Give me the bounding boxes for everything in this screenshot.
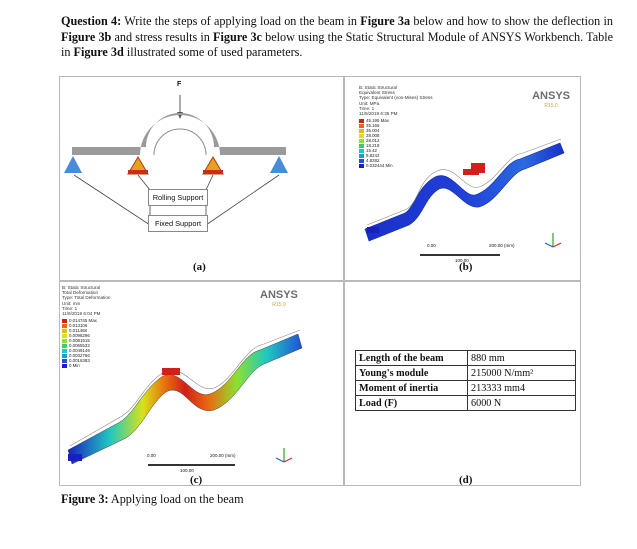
force-label: F <box>177 81 182 88</box>
scale-mid-c: 100.00 <box>180 468 194 473</box>
scale-mid-b: 100.00 <box>455 258 469 263</box>
min-flag-c <box>68 454 82 461</box>
figure-caption <box>61 492 244 507</box>
table-row <box>356 366 576 381</box>
legend-value: 0.011468 <box>69 328 87 334</box>
question-label: Question 4: <box>61 14 122 28</box>
caption-a: (a) <box>193 261 206 273</box>
ref-figure-3c: Figure 3c <box>213 29 262 44</box>
support-red-base-1 <box>128 170 148 174</box>
panel-b <box>344 76 581 281</box>
legend-value: 0.013106 <box>69 323 88 329</box>
ansys-logo-text: ANSYS <box>532 90 570 102</box>
legend-b-title: B: Static Structural Equivalent Stress Type: Equivalent (von-Mises) Stress Unit: MPa Time: 1 11/9/2019 6:35 PM <box>359 85 433 117</box>
param-name: Load (F) <box>356 396 468 411</box>
caption-b: (b) <box>459 261 473 273</box>
beam <box>72 113 286 155</box>
parameters-table <box>355 350 576 411</box>
legend-value: 4.8282 <box>366 158 380 164</box>
figure-caption-text: Applying load on the beam <box>108 492 244 506</box>
param-value: 880 mm <box>468 351 576 366</box>
legend-value: 0.014745 Max <box>69 318 97 324</box>
param-value: 213333 mm4 <box>468 381 576 396</box>
beam-shape-c <box>68 334 302 464</box>
leader-line <box>206 175 213 190</box>
param-value: 215000 N/mm² <box>468 366 576 381</box>
fixed-end-b <box>367 227 379 233</box>
legend-value: 0.0049149 <box>69 348 90 354</box>
question-part-4: below using the Static Structural Module of ANSYS Workbench. Table in <box>61 29 613 59</box>
legend-value: 28.008 <box>366 133 380 139</box>
param-value: 6000 N <box>468 396 576 411</box>
legend-value: 0.0098296 <box>69 333 90 339</box>
leader-line <box>206 175 279 225</box>
legend-value: 0.0016383 <box>69 358 90 364</box>
ansys-version: R15.0 <box>544 103 558 109</box>
deformation-model <box>60 282 343 482</box>
ansys-logo-text: ANSYS <box>260 289 298 301</box>
param-name: Moment of inertia <box>356 381 468 396</box>
caption-d: (d) <box>459 474 473 486</box>
panel-a <box>59 76 344 281</box>
table-row <box>356 381 576 396</box>
max-flag-c <box>162 368 180 375</box>
fixed-support-label: Fixed Support <box>148 215 208 232</box>
figure-caption-label: Figure 3: <box>61 492 109 506</box>
legend-value: 45.195 Max <box>366 118 389 124</box>
leader-line <box>138 175 150 190</box>
legend-value: 0.0065532 <box>69 343 90 349</box>
ref-figure-3b: Figure 3b <box>61 29 112 44</box>
axis-triad-b <box>543 229 563 249</box>
question-part-5: illustrated some of used parameters. <box>123 45 303 59</box>
scale-left-b: 0.00 <box>427 243 436 248</box>
legend-value: 28.012 <box>366 138 380 144</box>
ansys-version: R15.0 <box>272 302 286 308</box>
legend-value: 0.032444 Min <box>366 163 393 169</box>
legend-value: 9.8242 <box>366 153 380 159</box>
undeformed-outline-b <box>367 139 561 225</box>
question-part-3: and stress results in <box>111 29 214 44</box>
param-name: Length of the beam <box>356 351 468 366</box>
ref-figure-3a: Figure 3a <box>360 14 411 28</box>
legend-value: 0 Min <box>69 363 80 369</box>
support-left-blue <box>64 156 82 173</box>
arch-inner <box>154 129 206 155</box>
question-part-1: Write the steps of applying load on the beam in <box>121 14 361 28</box>
legend-value: 18.218 <box>366 143 380 149</box>
axis-triad-c <box>274 444 294 464</box>
legend-c-title: B: Static Structural Total Deformation Type: Total Deformation Unit: mm Time: 1 11/9/2019 6:04 PM <box>62 285 111 317</box>
param-name: Young's module <box>356 366 468 381</box>
legend-value: 15.42 <box>366 148 377 154</box>
legend-value: 35.166 <box>366 123 380 129</box>
leader-line <box>74 175 150 225</box>
beam-shape-b <box>365 143 564 241</box>
question-text <box>61 14 613 61</box>
rolling-support-label: Rolling Support <box>148 189 208 206</box>
scale-right-b: 200.00 (mm) <box>489 243 515 248</box>
table-row <box>356 396 576 411</box>
scale-left-c: 0.00 <box>147 453 156 458</box>
panel-c <box>59 281 344 486</box>
legend-value: 0.0032766 <box>69 353 90 359</box>
table-row <box>356 351 576 366</box>
ref-figure-3d: Figure 3d <box>73 45 124 59</box>
question-part-2: below and how to show the deflection in <box>410 14 613 28</box>
max-flag-b <box>463 169 479 175</box>
support-red-base-2 <box>203 170 223 174</box>
legend-value: 35.004 <box>366 128 380 134</box>
caption-c: (c) <box>190 474 203 486</box>
scale-right-c: 200.00 (mm) <box>210 453 236 458</box>
legend-value: 0.0081915 <box>69 338 90 344</box>
support-right-blue <box>270 156 288 173</box>
